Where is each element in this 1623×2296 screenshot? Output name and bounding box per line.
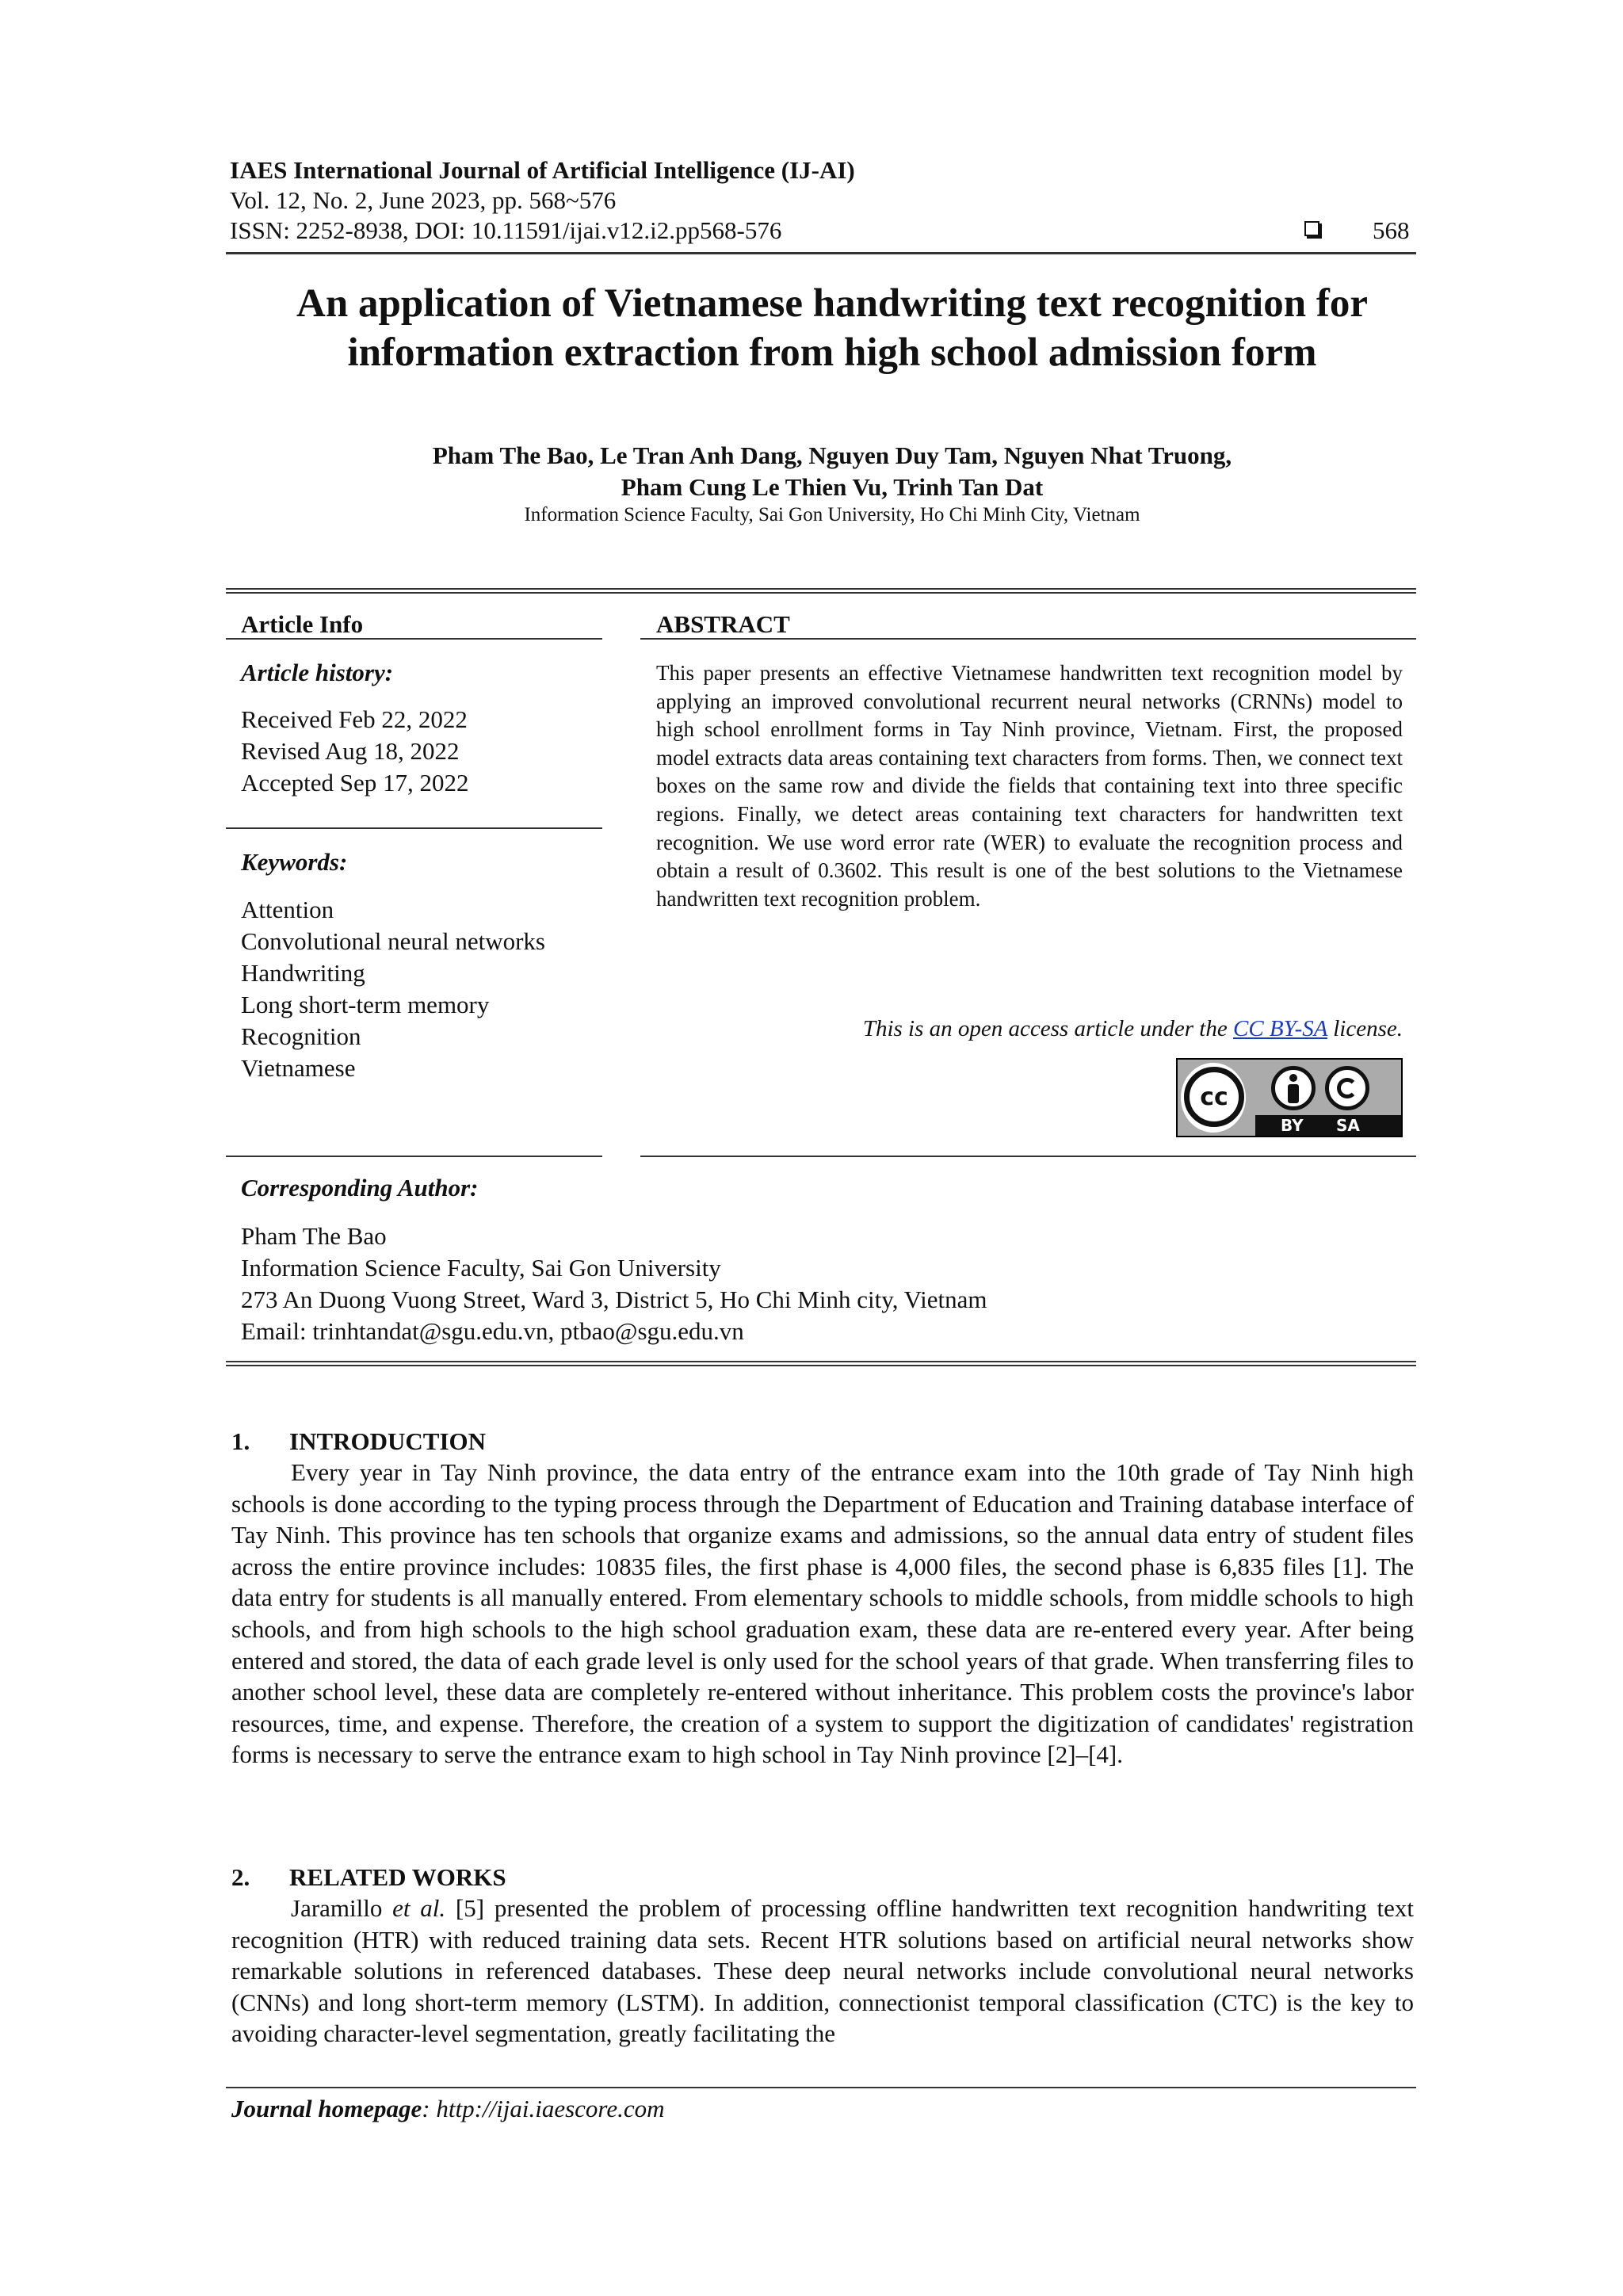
info-box-rule-top (226, 588, 1416, 590)
corresponding-dept: Information Science Faculty, Sai Gon University (241, 1254, 721, 1282)
cc-by-sa-badge-icon[interactable] (1176, 1058, 1403, 1137)
article-info-rule (226, 638, 602, 640)
keywords-rule (226, 1156, 602, 1157)
keyword-item: Vietnamese (241, 1054, 356, 1082)
intro-heading: INTRODUCTION (289, 1427, 487, 1455)
revised-date: Revised Aug 18, 2022 (241, 737, 460, 765)
intro-number: 1. (231, 1427, 250, 1455)
license-line (656, 1014, 1403, 1043)
affiliation: Information Science Faculty, Sai Gon University, Ho Chi Minh City, Vietnam (524, 504, 1140, 525)
journal-issn-doi: ISSN: 2252-8938, DOI: 10.11591/ijai.v12.i2.pp568-576 (230, 216, 782, 244)
info-box-rule-top-2 (226, 592, 1416, 594)
keyword-item: Long short-term memory (241, 991, 490, 1018)
article-info-heading: Article Info (241, 610, 364, 638)
attribution-icon (1271, 1066, 1316, 1110)
authors-line-1: Pham The Bao, Le Tran Anh Dang, Nguyen Duy Tam, Nguyen Nhat Truong, (432, 441, 1232, 469)
keyword-item: Convolutional neural networks (241, 927, 545, 955)
license-prefix: This is an open access article under the (862, 1016, 1233, 1041)
keyword-item: Handwriting (241, 959, 365, 987)
accepted-date: Accepted Sep 17, 2022 (241, 769, 469, 797)
homepage-label: Journal homepage (231, 2095, 422, 2122)
author-list (198, 440, 1466, 503)
badge-by-label: BY (1281, 1116, 1304, 1135)
related-author: Jaramillo (291, 1894, 393, 1922)
journal-homepage (231, 2094, 664, 2124)
abstract-text: This paper presents an effective Vietnamese handwritten text recognition model by applying an improved convolutional recurrent neural networks (CRNNs) model to high school enrollment forms in Tay Ninh province, Vietnam. First, the proposed model extracts data areas containing text characters from forms. Then, we connect text boxes on the same row and divide the fields that containing text into three specific regions. Finally, we detect areas containing text characters for handwritten text recognition. We use word error rate (WER) to evaluate the recognition process and obtain a result of 0.3602. This result is one of the best solutions to the Vietnamese handwritten text recognition problem. (656, 661, 1403, 911)
info-box-rule-bottom (226, 1361, 1416, 1362)
corresponding-heading: Corresponding Author: (241, 1174, 479, 1201)
history-rule (226, 827, 602, 829)
abstract-rule (640, 638, 1416, 640)
journal-volume: Vol. 12, No. 2, June 2023, pp. 568~576 (230, 186, 617, 214)
header-rule (226, 252, 1416, 254)
badge-sa-label: SA (1336, 1116, 1360, 1135)
title-line-2: information extraction from high school admission form (347, 330, 1317, 375)
abstract-heading: ABSTRACT (656, 610, 790, 638)
license-suffix: license. (1327, 1016, 1403, 1041)
received-date: Received Feb 22, 2022 (241, 705, 468, 733)
related-number: 2. (231, 1863, 250, 1891)
paper-title (198, 279, 1466, 377)
keyword-item: Attention (241, 896, 334, 923)
cc-icon: cc (1184, 1067, 1244, 1127)
keywords-heading: Keywords: (241, 848, 348, 876)
cc-by-sa-link[interactable]: CC BY-SA (1233, 1016, 1327, 1041)
journal-name: IAES International Journal of Artificial Intelligence (IJ-AI) (230, 156, 855, 184)
info-box-rule-bottom-2 (226, 1365, 1416, 1366)
related-heading: RELATED WORKS (289, 1863, 506, 1891)
abstract-bottom-rule (640, 1156, 1416, 1157)
related-paragraph (231, 1893, 1414, 2050)
homepage-url[interactable]: : http://ijai.iaescore.com (422, 2095, 665, 2122)
corresponding-email: Email: trinhtandat@sgu.edu.vn, ptbao@sgu.edu.vn (241, 1317, 744, 1345)
related-body: [5] presented the problem of processing offline handwritten text recognition handwriting text recognition (HTR) with reduced training data sets. Recent HTR solutions based on artificial neural networks show remarkable solutions in referenced databases. These deep neural networks include convolutional neural networks (CNNs) and long short-term memory (LSTM). In addition, connectionist temporal classification (CTC) is the key to avoiding character-level segmentation, greatly facilitating the (231, 1894, 1415, 2048)
square-bullet-icon (1304, 221, 1319, 236)
page-number: 568 (1373, 216, 1410, 244)
authors-line-2: Pham Cung Le Thien Vu, Trinh Tan Dat (621, 473, 1044, 501)
footer-rule (226, 2087, 1416, 2088)
title-line-1: An application of Vietnamese handwriting text recognition for (296, 281, 1368, 326)
article-history-heading: Article history: (241, 659, 394, 686)
share-alike-icon (1325, 1066, 1369, 1110)
corresponding-name: Pham The Bao (241, 1222, 387, 1250)
related-etal: et al. (392, 1894, 446, 1922)
intro-paragraph: Every year in Tay Ninh province, the data entry of the entrance exam into the 10th grade of Tay Ninh high schools is done according to the typing process through the Department of Education and Training database interface of Tay Ninh. This province has ten schools that organize exams and admissions, so the annual data entry of student files across the entire province includes: 10835 files, the first phase is 4,000 files, the second phase is 6,835 files [1]. The data entry for students is all manually entered. From elementary schools to middle schools, from middle schools to high schools, and from high schools to the high school graduation exam, these data are re-entered every year. After being entered and stored, the data of each grade level is only used for the school years of that grade. When transferring files to another school level, these data are completely re-entered without inheritance. This problem costs the province's labor resources, time, and expense. Therefore, the creation of a system to support the digitization of candidates' registration forms is necessary to serve the entrance exam to high school in Tay Ninh province [2]–[4]. (231, 1458, 1414, 1769)
keyword-item: Recognition (241, 1022, 361, 1050)
corresponding-address: 273 An Duong Vuong Street, Ward 3, District 5, Ho Chi Minh city, Vietnam (241, 1286, 987, 1313)
